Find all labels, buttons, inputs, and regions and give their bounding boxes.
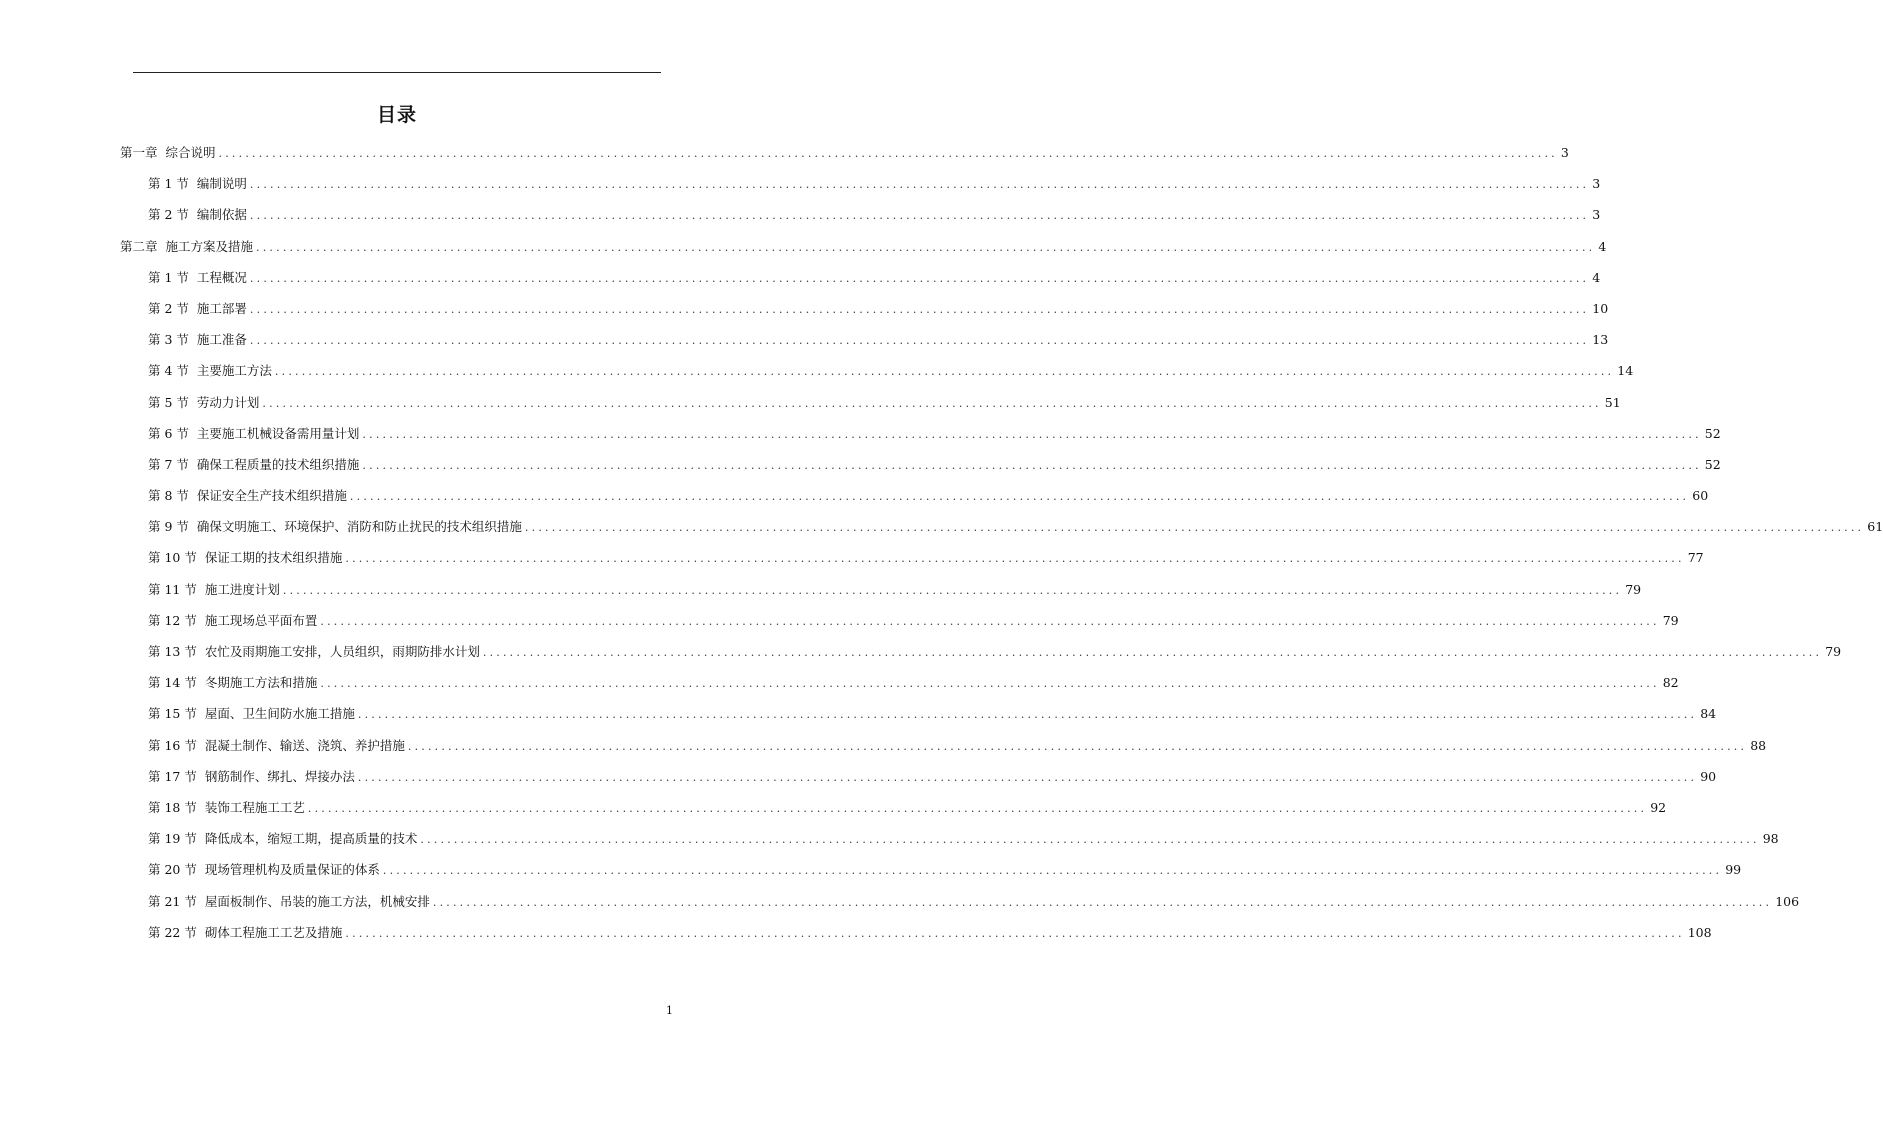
toc-entry-number: 第 4 节 <box>148 363 189 379</box>
toc-section-entry[interactable]: 第 2 节 施工部署 ........................................................................................................................................................................................................ 10 <box>120 293 686 324</box>
toc-section-entry[interactable]: 第 5 节 劳动力计划 ........................................................................................................................................................................................................ 51 <box>120 387 686 418</box>
toc-dot-leader: ........................................................................................................................................................................................................ <box>407 739 1748 753</box>
toc-section-entry[interactable]: 第 2 节 编制依据 ........................................................................................................................................................................................................ 3 <box>120 199 686 230</box>
header-rule <box>133 72 661 73</box>
toc-entry-number: 第 14 节 <box>148 675 197 691</box>
table-of-contents <box>120 137 1883 948</box>
toc-dot-leader: ........................................................................................................................................................................................................ <box>249 302 1590 316</box>
toc-entry-label: 确保文明施工、环境保护、消防和防止扰民的技术组织措施 <box>196 519 522 535</box>
toc-entry-label: 施工准备 <box>196 332 247 348</box>
toc-dot-leader: ........................................................................................................................................................................................................ <box>218 147 1558 160</box>
toc-entry-label: 农忙及雨期施工安排，人员组织，雨期防排水计划 <box>204 644 480 659</box>
toc-section-entry[interactable]: 第 18 节 装饰工程施工工艺 ........................................................................................................................................................................................................ 92 <box>120 792 686 823</box>
toc-dot-leader: ........................................................................................................................................................................................................ <box>382 864 1723 878</box>
toc-dot-leader: ........................................................................................................................................................................................................ <box>256 240 1596 254</box>
toc-entry-number: 第一章 <box>120 145 158 160</box>
toc-section-entry[interactable]: 第 1 节 工程概况 ........................................................................................................................................................................................................ 4 <box>120 262 686 293</box>
toc-entry-label: 冬期施工方法和措施 <box>204 675 318 691</box>
toc-entry-number: 第 8 节 <box>148 488 189 504</box>
toc-dot-leader: ........................................................................................................................................................................................................ <box>249 178 1590 192</box>
toc-dot-leader: ........................................................................................................................................................................................................ <box>345 552 1685 566</box>
toc-entry-label: 屋面、卫生间防水施工措施 <box>204 706 355 722</box>
toc-dot-leader: ........................................................................................................................................................................................................ <box>249 334 1590 348</box>
toc-entry-number: 第 1 节 <box>148 176 189 192</box>
toc-entry-number: 第 21 节 <box>148 893 197 909</box>
toc-entry-number: 第 7 节 <box>148 456 189 472</box>
toc-entry-label: 屋面板制作、吊装的施工方法，机械安排 <box>204 893 430 909</box>
toc-dot-leader: ........................................................................................................................................................................................................ <box>420 833 1760 847</box>
toc-section-entry[interactable]: 第 3 节 施工准备 ........................................................................................................................................................................................................ 13 <box>120 324 686 355</box>
toc-entry-number: 第二章 <box>120 238 158 254</box>
toc-chapter-entry[interactable]: 第二章 施工方案及措施 ........................................................................................................................................................................................................ 4 <box>120 231 686 262</box>
toc-entry-number: 第 13 节 <box>148 644 197 659</box>
toc-entry-label: 砌体工程施工工艺及措施 <box>204 924 343 940</box>
page-number: 1 <box>666 1004 673 1017</box>
toc-section-entry[interactable]: 第 12 节 施工现场总平面布置 ........................................................................................................................................................................................................ 79 <box>120 605 686 636</box>
toc-entry-number: 第 10 节 <box>148 550 197 566</box>
toc-dot-leader: ........................................................................................................................................................................................................ <box>262 396 1602 410</box>
toc-entry-number: 第 5 节 <box>148 394 189 410</box>
toc-dot-leader: ........................................................................................................................................................................................................ <box>357 708 1698 722</box>
toc-entry-number: 第 19 节 <box>148 831 197 847</box>
toc-entry-number: 第 20 节 <box>148 862 197 878</box>
toc-entry-label: 编制依据 <box>196 207 247 223</box>
toc-entry-number: 第 11 节 <box>148 581 197 597</box>
toc-section-entry[interactable]: 第 21 节 屋面板制作、吊装的施工方法，机械安排 ........................................................................................................................................................................................................ 106 <box>120 886 686 917</box>
toc-dot-leader: ........................................................................................................................................................................................................ <box>362 427 1702 441</box>
toc-entry-label: 综合说明 <box>165 145 216 160</box>
toc-entry-label: 钢筋制作、绑扎、焊接办法 <box>204 768 355 784</box>
toc-entry-label: 施工进度计划 <box>204 581 280 597</box>
toc-chapter-entry[interactable]: 第一章 综合说明 ........................................................................................................................................................................................................ 3 <box>120 137 686 168</box>
toc-entry-label: 主要施工机械设备需用量计划 <box>196 425 360 441</box>
toc-entry-label: 保证工期的技术组织措施 <box>204 550 343 566</box>
toc-entry-label: 施工方案及措施 <box>165 238 254 254</box>
toc-section-entry[interactable]: 第 20 节 现场管理机构及质量保证的体系 ........................................................................................................................................................................................................ 99 <box>120 854 686 885</box>
toc-entry-label: 施工现场总平面布置 <box>204 612 318 628</box>
toc-section-entry[interactable]: 第 6 节 主要施工机械设备需用量计划 ........................................................................................................................................................................................................ 52 <box>120 418 686 449</box>
toc-dot-leader: ........................................................................................................................................................................................................ <box>282 583 1623 597</box>
toc-entry-label: 编制说明 <box>196 176 247 192</box>
toc-entry-label: 保证安全生产技术组织措施 <box>196 488 347 504</box>
toc-entry-label: 施工部署 <box>196 300 247 316</box>
toc-entry-number: 第 9 节 <box>148 519 189 535</box>
toc-dot-leader: ........................................................................................................................................................................................................ <box>524 521 1865 535</box>
toc-dot-leader: ........................................................................................................................................................................................................ <box>307 801 1648 815</box>
toc-section-entry[interactable]: 第 17 节 钢筋制作、绑扎、焊接办法 ........................................................................................................................................................................................................ 90 <box>120 761 686 792</box>
toc-entry-number: 第 2 节 <box>148 300 189 316</box>
toc-dot-leader: ........................................................................................................................................................................................................ <box>249 209 1590 223</box>
toc-section-entry[interactable]: 第 8 节 保证安全生产技术组织措施 ........................................................................................................................................................................................................ 60 <box>120 480 686 511</box>
toc-entry-number: 第 3 节 <box>148 332 189 348</box>
toc-dot-leader: ........................................................................................................................................................................................................ <box>274 365 1615 379</box>
page-title: 目录 <box>376 104 417 126</box>
toc-dot-leader: ........................................................................................................................................................................................................ <box>249 271 1590 285</box>
toc-entry-number: 第 16 节 <box>148 737 197 753</box>
toc-dot-leader: ........................................................................................................................................................................................................ <box>432 895 1773 909</box>
toc-entry-number: 第 2 节 <box>148 207 189 223</box>
toc-section-entry[interactable]: 第 22 节 砌体工程施工工艺及措施 ........................................................................................................................................................................................................ 108 <box>120 917 686 948</box>
toc-entry-number: 第 6 节 <box>148 425 189 441</box>
toc-entry-number: 第 12 节 <box>148 612 197 628</box>
toc-entry-label: 装饰工程施工工艺 <box>204 799 305 815</box>
toc-entry-label: 现场管理机构及质量保证的体系 <box>204 862 380 878</box>
toc-dot-leader: ........................................................................................................................................................................................................ <box>320 677 1660 691</box>
toc-entry-label: 劳动力计划 <box>196 394 260 410</box>
toc-section-entry[interactable]: 第 10 节 保证工期的技术组织措施 ........................................................................................................................................................................................................ 77 <box>120 542 686 573</box>
toc-section-entry[interactable]: 第 14 节 冬期施工方法和措施 ........................................................................................................................................................................................................ 82 <box>120 667 686 698</box>
toc-entry-number: 第 15 节 <box>148 706 197 722</box>
toc-section-entry[interactable]: 第 4 节 主要施工方法 ........................................................................................................................................................................................................ 14 <box>120 355 686 386</box>
toc-section-entry[interactable]: 第 9 节 确保文明施工、环境保护、消防和防止扰民的技术组织措施 ........................................................................................................................................................................................................ 61 <box>120 511 686 542</box>
toc-entry-number: 第 17 节 <box>148 768 197 784</box>
toc-section-entry[interactable]: 第 19 节 降低成本，缩短工期，提高质量的技术 ........................................................................................................................................................................................................ 98 <box>120 823 686 854</box>
toc-section-entry[interactable]: 第 7 节 确保工程质量的技术组织措施 ........................................................................................................................................................................................................ 52 <box>120 449 686 480</box>
toc-entry-number: 第 18 节 <box>148 799 197 815</box>
toc-entry-label: 工程概况 <box>196 269 247 285</box>
toc-entry-number: 第 22 节 <box>148 924 197 940</box>
toc-section-entry[interactable]: 第 15 节 屋面、卫生间防水施工措施 ........................................................................................................................................................................................................ 84 <box>120 698 686 729</box>
toc-dot-leader: ........................................................................................................................................................................................................ <box>482 646 1823 659</box>
toc-section-entry[interactable]: 第 16 节 混凝土制作、输送、浇筑、养护措施 ........................................................................................................................................................................................................ 88 <box>120 730 686 761</box>
toc-entry-label: 确保工程质量的技术组织措施 <box>196 456 360 472</box>
toc-section-entry[interactable]: 第 13 节 农忙及雨期施工安排，人员组织，雨期防排水计划 ........................................................................................................................................................................................................ 79 <box>120 636 686 667</box>
toc-dot-leader: ........................................................................................................................................................................................................ <box>357 770 1698 784</box>
toc-dot-leader: ........................................................................................................................................................................................................ <box>345 926 1685 940</box>
toc-dot-leader: ........................................................................................................................................................................................................ <box>362 458 1702 472</box>
toc-entry-number: 第 1 节 <box>148 269 189 285</box>
toc-entry-label: 混凝土制作、输送、浇筑、养护措施 <box>204 737 405 753</box>
toc-dot-leader: ........................................................................................................................................................................................................ <box>349 490 1690 504</box>
toc-dot-leader: ........................................................................................................................................................................................................ <box>320 614 1660 628</box>
toc-section-entry[interactable]: 第 1 节 编制说明 ........................................................................................................................................................................................................ 3 <box>120 168 686 199</box>
toc-entry-label: 降低成本，缩短工期，提高质量的技术 <box>204 831 418 847</box>
toc-entry-label: 主要施工方法 <box>196 363 272 379</box>
toc-section-entry[interactable]: 第 11 节 施工进度计划 ........................................................................................................................................................................................................ 79 <box>120 574 686 605</box>
